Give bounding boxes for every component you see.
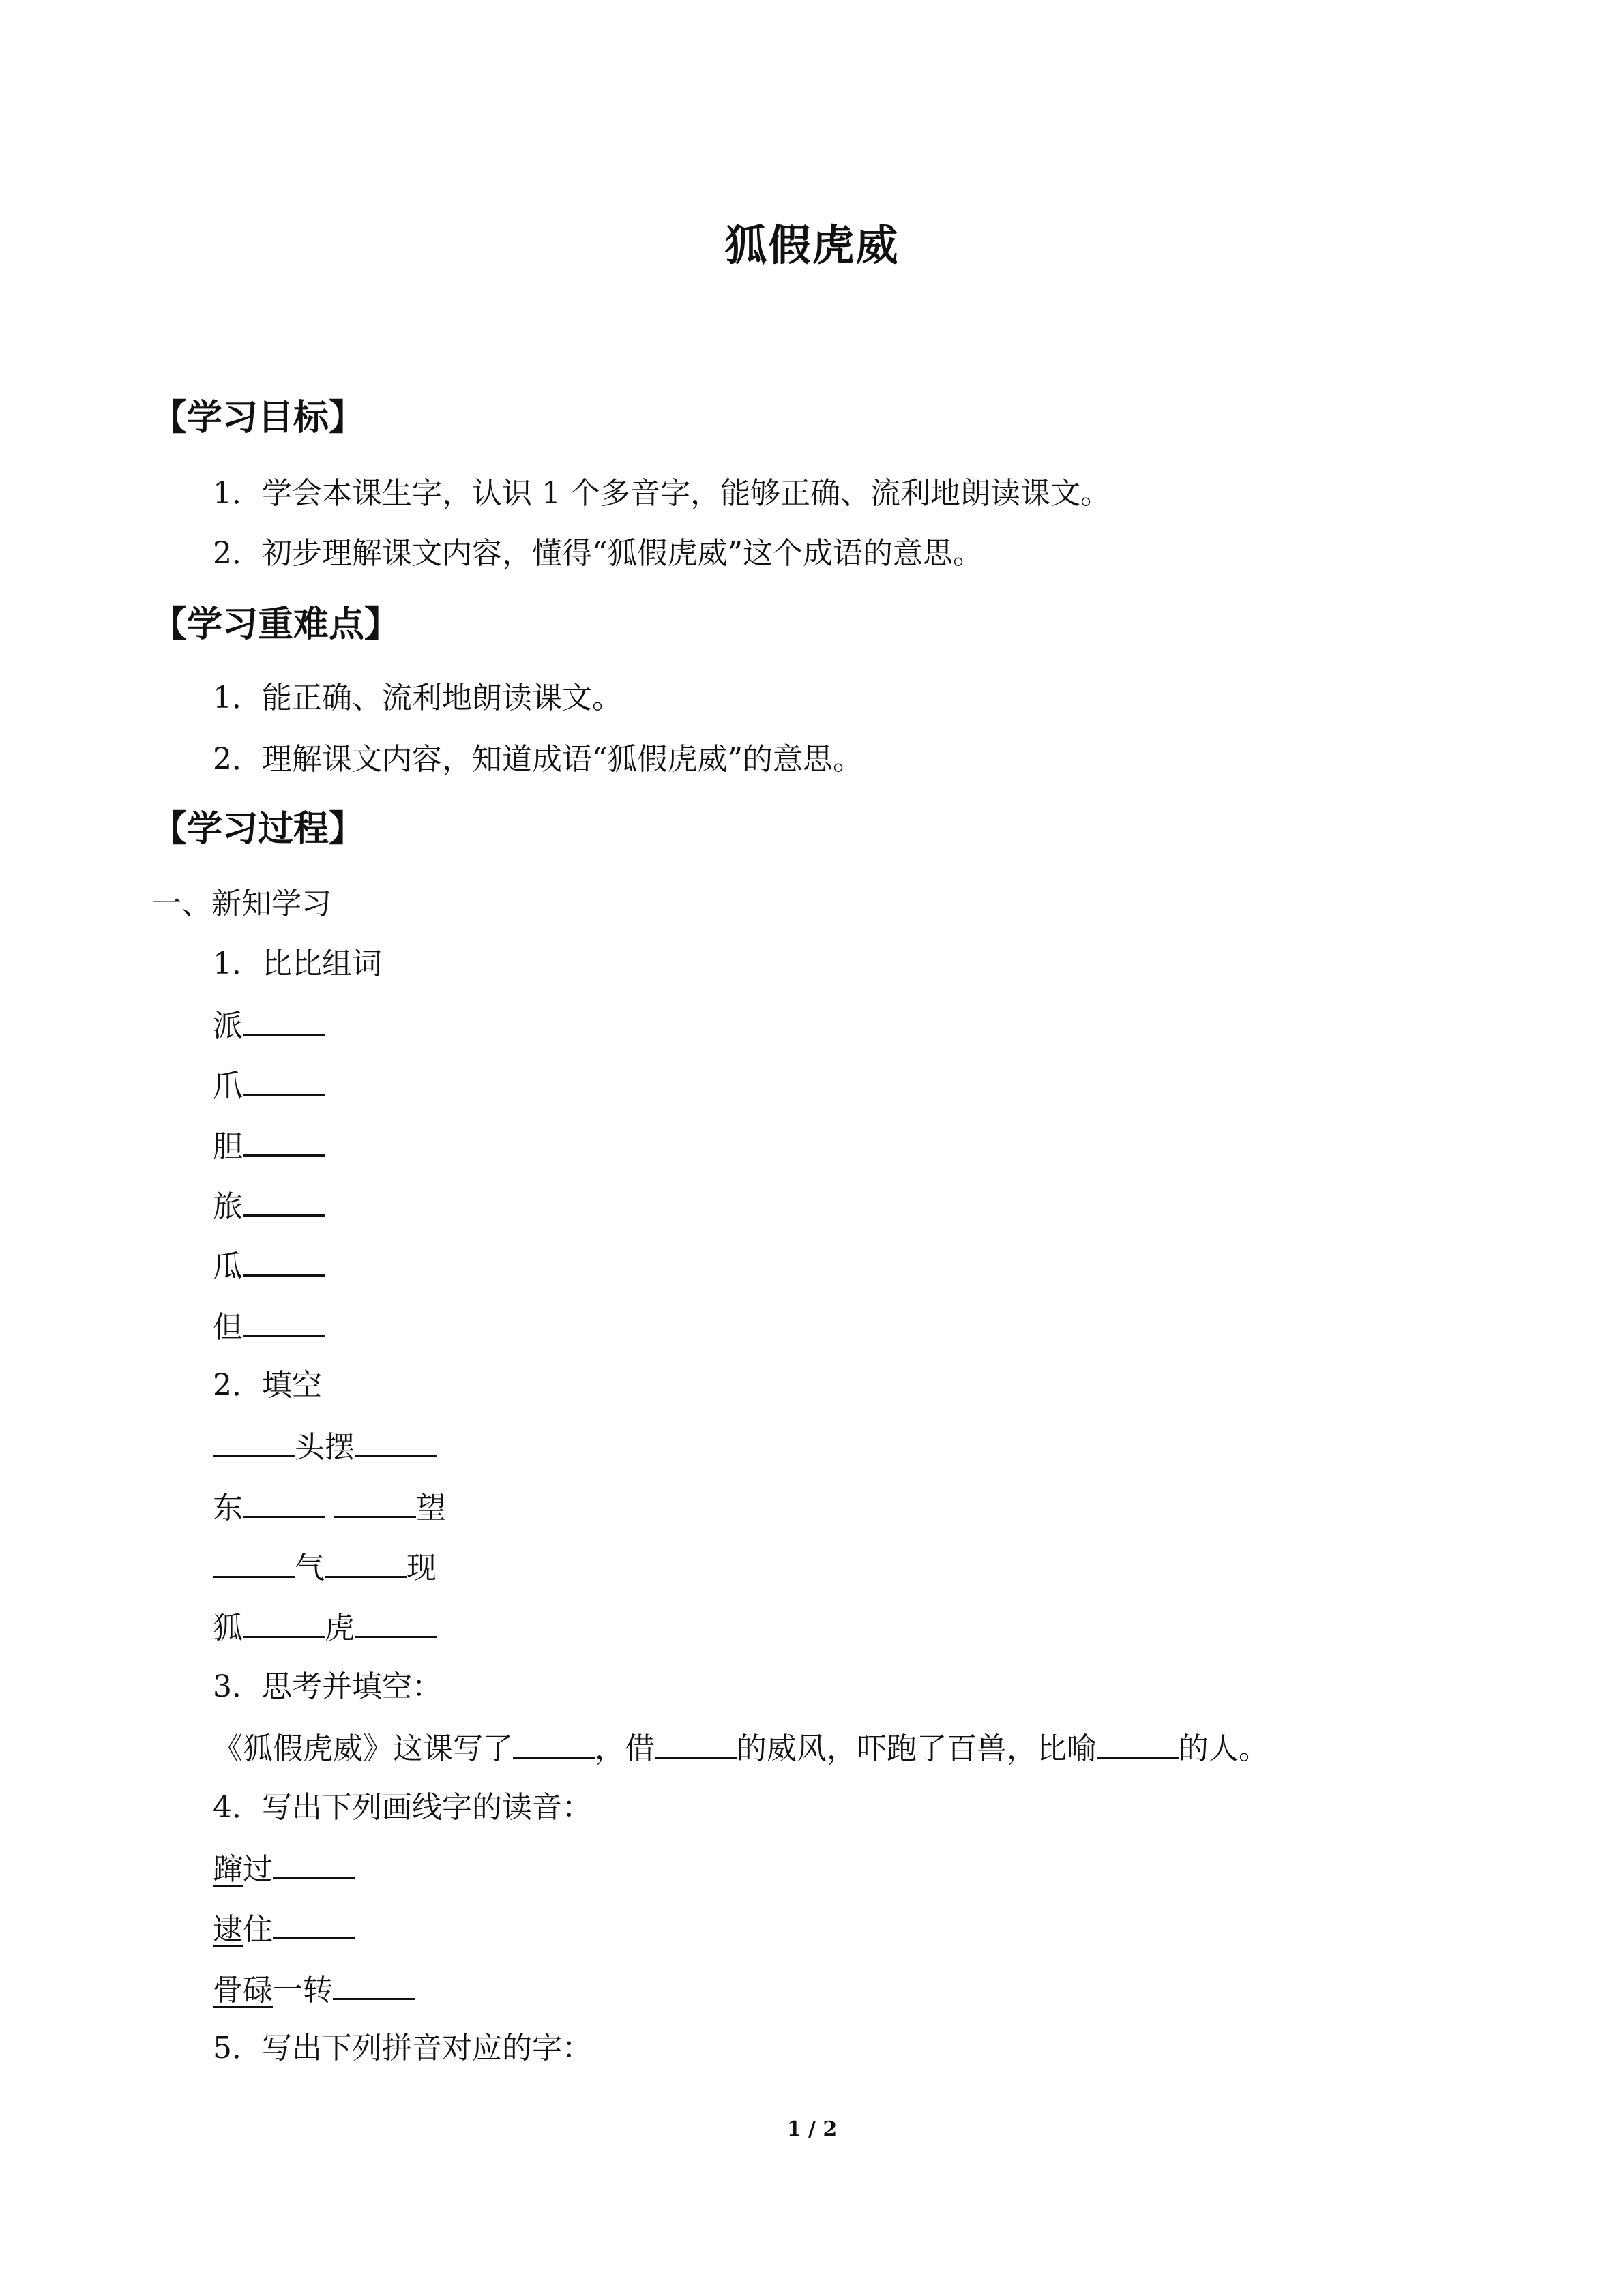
q4-text: 一转 [273, 1973, 333, 2008]
q3-text: 的人。 [1179, 1731, 1269, 1766]
q2-row [213, 1490, 446, 1525]
q3-label: 3．思考并填空： [213, 1669, 442, 1704]
goal-item-2: 2．初步理解课文内容，懂得“狐假虎威”这个成语的意思。 [213, 536, 983, 571]
answer-blank[interactable] [243, 1249, 325, 1277]
q4-text: 住 [243, 1912, 273, 1947]
q1-item [213, 1008, 325, 1043]
q2-text: 现 [407, 1551, 437, 1585]
q2-text: 东 [213, 1491, 243, 1525]
q3-text: 《狐假虎威》这课写了 [213, 1731, 513, 1766]
answer-blank[interactable] [333, 1972, 415, 2000]
q4-label: 4．写出下列画线字的读音： [213, 1790, 592, 1825]
q3-sentence [213, 1731, 1269, 1765]
key-point-item-2: 2．理解课文内容，知道成语“狐假虎威”的意思。 [213, 742, 863, 777]
q2-row [213, 1550, 437, 1585]
q1-item [213, 1068, 325, 1103]
answer-blank[interactable] [325, 1550, 407, 1578]
answer-blank[interactable] [334, 1490, 416, 1518]
answer-blank[interactable] [355, 1610, 437, 1638]
q1-item [213, 1309, 325, 1344]
answer-blank[interactable] [513, 1731, 595, 1759]
answer-blank[interactable] [213, 1550, 295, 1578]
q1-char: 但 [213, 1310, 243, 1345]
answer-blank[interactable] [243, 1309, 325, 1337]
q2-row [213, 1429, 437, 1464]
q5-label: 5．写出下列拼音对应的字： [213, 2031, 592, 2066]
q2-label: 2．填空 [213, 1368, 322, 1403]
q1-item [213, 1129, 325, 1163]
goal-item-1: 1．学会本课生字，认识 1 个多音字，能够正确、流利地朗读课文。 [213, 476, 1110, 511]
answer-blank[interactable] [273, 1911, 355, 1939]
answer-blank[interactable] [243, 1008, 325, 1036]
heading-learning-goals: 【学习目标】 [151, 398, 365, 438]
page-title: 狐假虎威 [724, 220, 900, 270]
answer-blank[interactable] [273, 1851, 355, 1879]
q4-item [213, 1851, 355, 1886]
answer-blank[interactable] [243, 1189, 325, 1217]
answer-blank[interactable] [243, 1490, 325, 1518]
q2-text: 虎 [325, 1611, 355, 1645]
q1-char: 派 [213, 1009, 243, 1043]
answer-blank[interactable] [213, 1429, 295, 1457]
q1-char: 旅 [213, 1189, 243, 1224]
q1-char: 爪 [213, 1069, 243, 1103]
underlined-char: 蹿 [213, 1852, 243, 1887]
q1-item [213, 1189, 325, 1223]
q2-row [213, 1610, 437, 1645]
q1-char: 胆 [213, 1129, 243, 1164]
q4-text: 过 [243, 1852, 273, 1887]
part1-label: 一、新知学习 [151, 886, 331, 921]
heading-learning-process: 【学习过程】 [151, 809, 365, 850]
q1-char: 瓜 [213, 1249, 243, 1284]
q2-text: 望 [416, 1491, 446, 1525]
q4-item [213, 1911, 355, 1946]
heading-key-points: 【学习重难点】 [151, 604, 400, 645]
answer-blank[interactable] [243, 1610, 325, 1638]
q3-text: ，借 [595, 1731, 655, 1766]
q1-item [213, 1249, 325, 1283]
q3-text: 的威风，吓跑了百兽，比喻 [737, 1731, 1097, 1766]
page-indicator: 1 / 2 [786, 2117, 838, 2141]
q4-item [213, 1972, 415, 2007]
q1-label: 1．比比组词 [213, 946, 382, 981]
underlined-char: 骨碌 [213, 1973, 273, 2008]
key-point-item-1: 1．能正确、流利地朗读课文。 [213, 681, 622, 715]
q2-text: 气 [295, 1551, 325, 1585]
underlined-char: 逮 [213, 1912, 243, 1947]
answer-blank[interactable] [655, 1731, 737, 1759]
answer-blank[interactable] [243, 1129, 325, 1157]
q2-text [325, 1491, 334, 1525]
q2-text: 狐 [213, 1611, 243, 1645]
answer-blank[interactable] [243, 1068, 325, 1096]
answer-blank[interactable] [355, 1429, 437, 1457]
answer-blank[interactable] [1097, 1731, 1179, 1759]
q2-text: 头摆 [295, 1430, 355, 1465]
